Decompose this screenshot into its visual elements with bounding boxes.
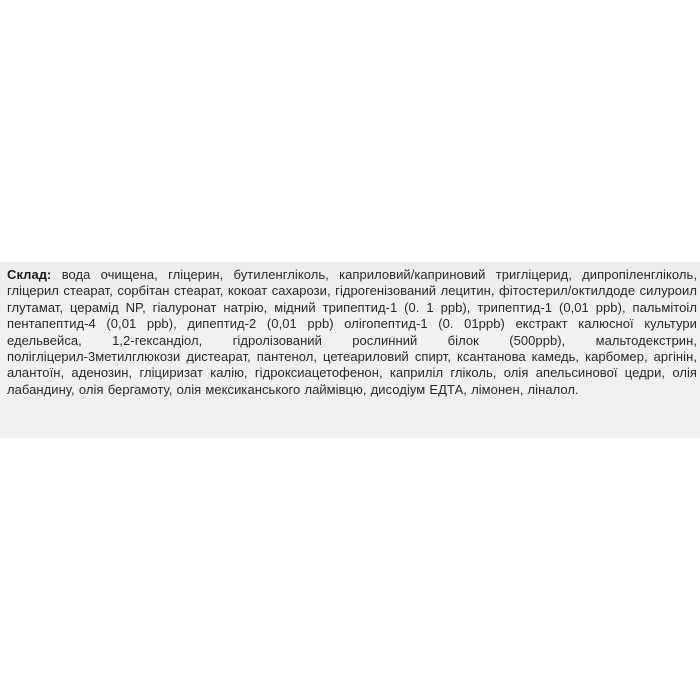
ingredients-label-photo (0, 262, 700, 438)
ingredients-heading: Склад: (7, 267, 52, 282)
ingredients-text (7, 267, 697, 398)
ingredients-list: вода очищена, гліцерин, бутиленгліколь, каприловий/каприновий тригліцерид, дипропіленгліколь, гліцерил стеарат, сорбітан стеарат, кокоат сахарози, гідрогенізований лецитин, фітостерил/октилдоде силуроил глутамат, церамід NP, гіалуронат натрію, мідний трипептид-1 (0. 1 ppb), трипептид-1 (0,01 ppb), пальмітоіл пентапептид-4 (0,01 ppb), дипептид-2 (0,01 ppb) олігопептид-1 (0. 01ppb) екстракт калюсної культури едельвейса, 1,2-гександіол, гідролізований рослинний білок (500ppb), мальтодекстрин, полігліцерил-3метилглюкози дистеарат, пантенол, цетеариловий спирт, ксантанова камедь, карбомер, аргінін, алантоїн, аденозин, гліциризат калію, гідроксиацетофенон, каприліл гліколь, олія апельсинової цедри, олія лабандину, олія бергамоту, олія мексиканського лаймівцю, дисодіум ЕДТА, лімонен, ліналол. (7, 267, 697, 397)
